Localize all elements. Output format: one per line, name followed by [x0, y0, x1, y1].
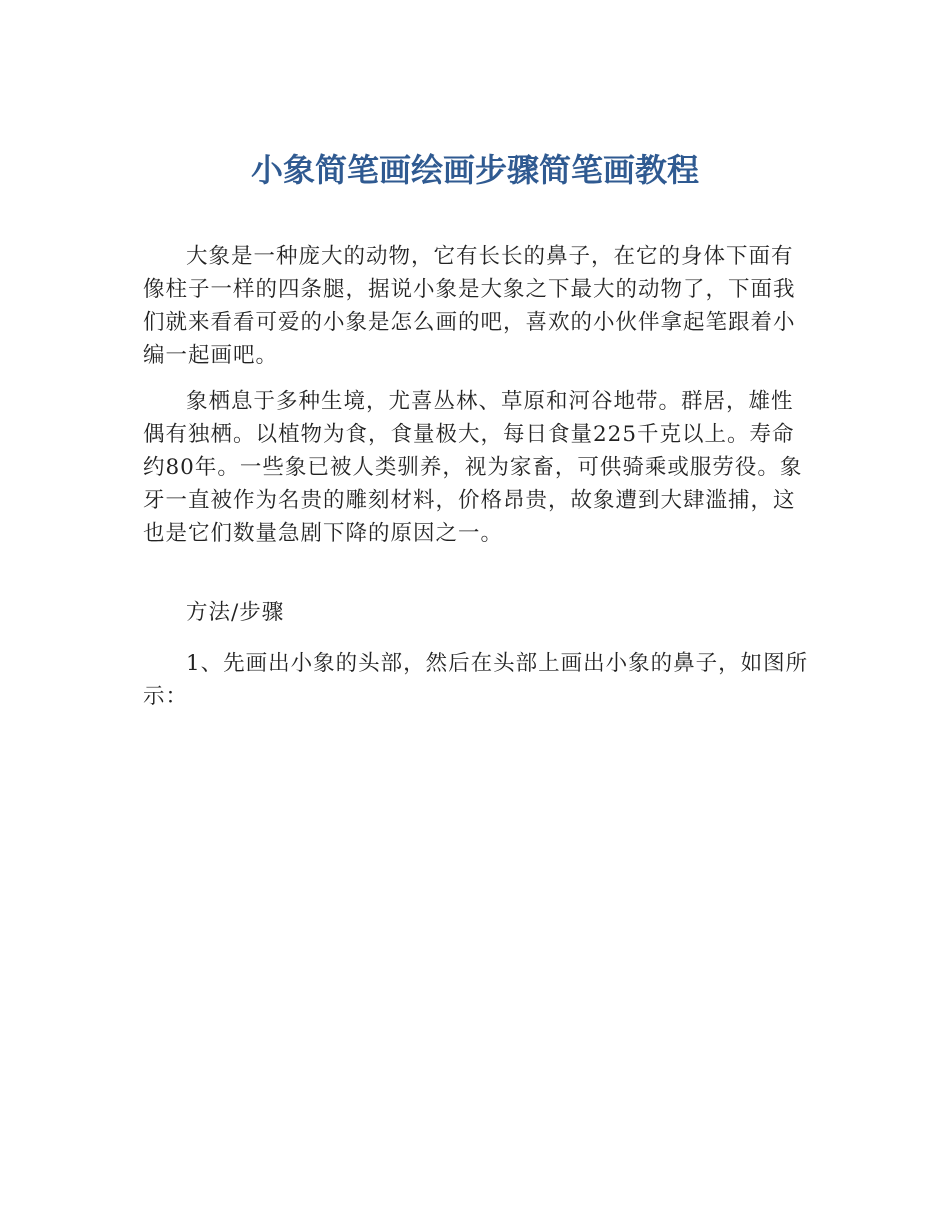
paragraph-intro: 大象是一种庞大的动物，它有长长的鼻子，在它的身体下面有像柱子一样的四条腿，据说小象是大象之下最大的动物了，下面我们就来看看可爱的小象是怎么画的吧，喜欢的小伙伴拿起笔跟着小编一起画吧。 — [143, 244, 796, 368]
paragraph-habitat: 象栖息于多种生境，尤喜丛林、草原和河谷地带。群居，雄性偶有独栖。以植物为食，食量极大，每日食量225千克以上。寿命约80年。一些象已被人类驯养，视为家畜，可供骑乘或服劳役。象牙一直被作为名贵的雕刻材料，价格昂贵，故象遭到大肆滥捕，这也是它们数量急剧下降的原因之一。 — [143, 389, 803, 546]
paragraph-step-1: 1、先画出小象的头部，然后在头部上画出小象的鼻子，如图所示： — [143, 651, 809, 709]
section-heading-method: 方法/步骤 — [186, 600, 285, 625]
page-title: 小象简笔画绘画步骤简笔画教程 — [250, 151, 699, 189]
